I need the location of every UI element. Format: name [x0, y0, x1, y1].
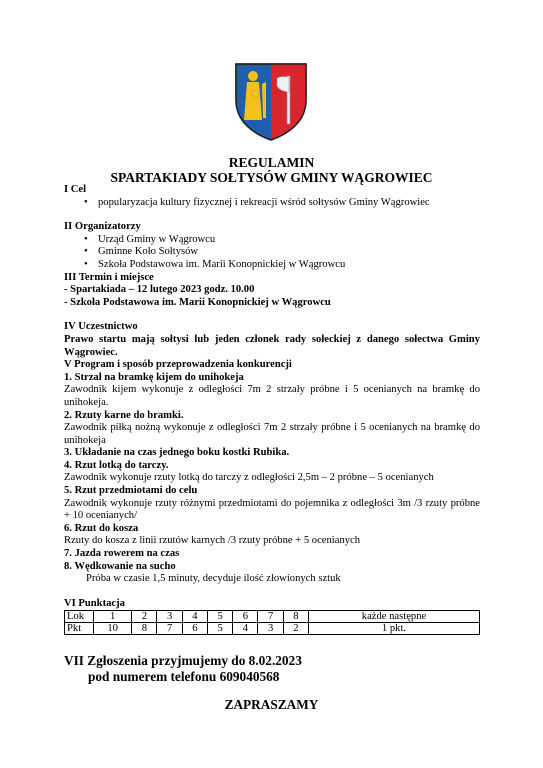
document-title: REGULAMIN [228, 155, 315, 170]
program-item-title: 6. Rzut do kosza [64, 522, 139, 534]
table-cell: 6 [182, 623, 207, 635]
table-cell: 2 [132, 611, 157, 623]
program-item-desc: Zawodnik kijem wykonuje z odległości 7m 2 strzały próbne i 5 ocenianych na bramkę do unihokeja. [64, 384, 480, 408]
program-item-desc: Zawodnik piłką nożną wykonuje z odległości 7m 2 strzały próbne i 5 ocenianych na bramkę do unihokeja [64, 422, 480, 446]
punktacja-table [64, 610, 480, 635]
table-cell: 7 [157, 623, 182, 635]
program-item-title: 4. Rzut lotką do tarczy. [64, 459, 169, 471]
table-cell: 4 [182, 611, 207, 623]
program-item-title: 3. Układanie na czas jednego boku kostki Rubika. [64, 447, 290, 459]
program-item-title: 7. Jazda rowerem na czas [64, 548, 180, 560]
table-cell: 7 [258, 611, 283, 623]
document-body [64, 184, 480, 635]
closing-text: ZAPRASZAMY [224, 697, 319, 712]
uczestnictwo-text: Prawo startu mają sołtysi lub jeden członek rady sołeckiej z danego sołectwa Gminy Wągrowiec. [64, 333, 480, 358]
section-heading-cel: I Cel [64, 184, 87, 195]
program-item-title: 8. Wędkowanie na sucho [64, 560, 176, 572]
program-item-title: 5. Rzut przedmiotami do celu [64, 485, 198, 497]
table-cell: 8 [283, 611, 308, 623]
list-item: • Urząd Gminy w Wągrowcu [64, 234, 480, 247]
zgloszenia-line: VII Zgłoszenia przyjmujemy do 8.02.2023 [64, 653, 302, 668]
section-heading-termin: III Termin i miejsce [64, 271, 154, 283]
table-row [65, 623, 480, 635]
table-cell: 5 [207, 611, 232, 623]
table-cell: Lok [65, 611, 94, 623]
program-item-desc: Próba w czasie 1,5 minuty, decyduje ilość złowionych sztuk [86, 573, 341, 585]
table-cell: 10 [94, 623, 132, 635]
program-item-desc: Zawodnik wykonuje rzuty różnymi przedmiotami do pojemnika z odległości 3m /3 rzuty próbne + 10 ocenianych/ [64, 497, 480, 522]
table-cell: 2 [283, 623, 308, 635]
section-heading-uczestnictwo: IV Uczestnictwo [64, 321, 138, 333]
list-item: • Gminne Koło Sołtysów [64, 246, 480, 259]
table-cell: 1 pkt. [309, 623, 480, 635]
table-cell: każde następne [309, 611, 480, 623]
section-heading-program: V Program i sposób przeprowadzenia konkurencji [64, 359, 292, 371]
table-cell: 1 [94, 611, 132, 623]
table-cell: 5 [207, 623, 232, 635]
coat-of-arms-logo [233, 62, 309, 142]
program-item-title: 1. Strzał na bramkę kijem do unihokeja [64, 371, 244, 383]
section-heading-punktacja: VI Punktacja [64, 597, 125, 609]
table-cell: 8 [132, 623, 157, 635]
termin-line: - Spartakiada – 12 lutego 2023 godz. 10.00 [64, 284, 255, 296]
table-cell: 3 [157, 611, 182, 623]
section-heading-organizatorzy: II Organizatorzy [64, 221, 141, 233]
list-item: • Szkoła Podstawowa im. Marii Konopnickiej w Wągrowcu [64, 259, 480, 272]
zgloszenia-block [64, 653, 302, 685]
program-item-title: 2. Rzuty karne do bramki. [64, 409, 184, 421]
table-cell: 4 [233, 623, 258, 635]
program-item-desc: Rzuty do kosza z linii rzutów karnych /3 rzuty próbne + 5 ocenianych [64, 535, 361, 547]
document-subtitle: SPARTAKIADY SOŁTYSÓW GMINY WĄGROWIEC [110, 170, 433, 185]
zgloszenia-phone: pod numerem telefonu 609040568 [88, 669, 280, 684]
table-cell: 3 [258, 623, 283, 635]
table-cell: Pkt [65, 623, 94, 635]
termin-line: - Szkoła Podstawowa im. Marii Konopnickiej w Wągrowcu [64, 296, 331, 308]
table-row [65, 611, 480, 623]
table-cell: 6 [233, 611, 258, 623]
list-item: • popularyzacja kultury fizycznej i rekreacji wśród sołtysów Gminy Wągrowiec [64, 197, 480, 210]
program-item-desc: Zawodnik wykonuje rzuty lotką do tarczy z odległości 2,5m – 2 próbne – 5 ocenianych [64, 472, 434, 484]
